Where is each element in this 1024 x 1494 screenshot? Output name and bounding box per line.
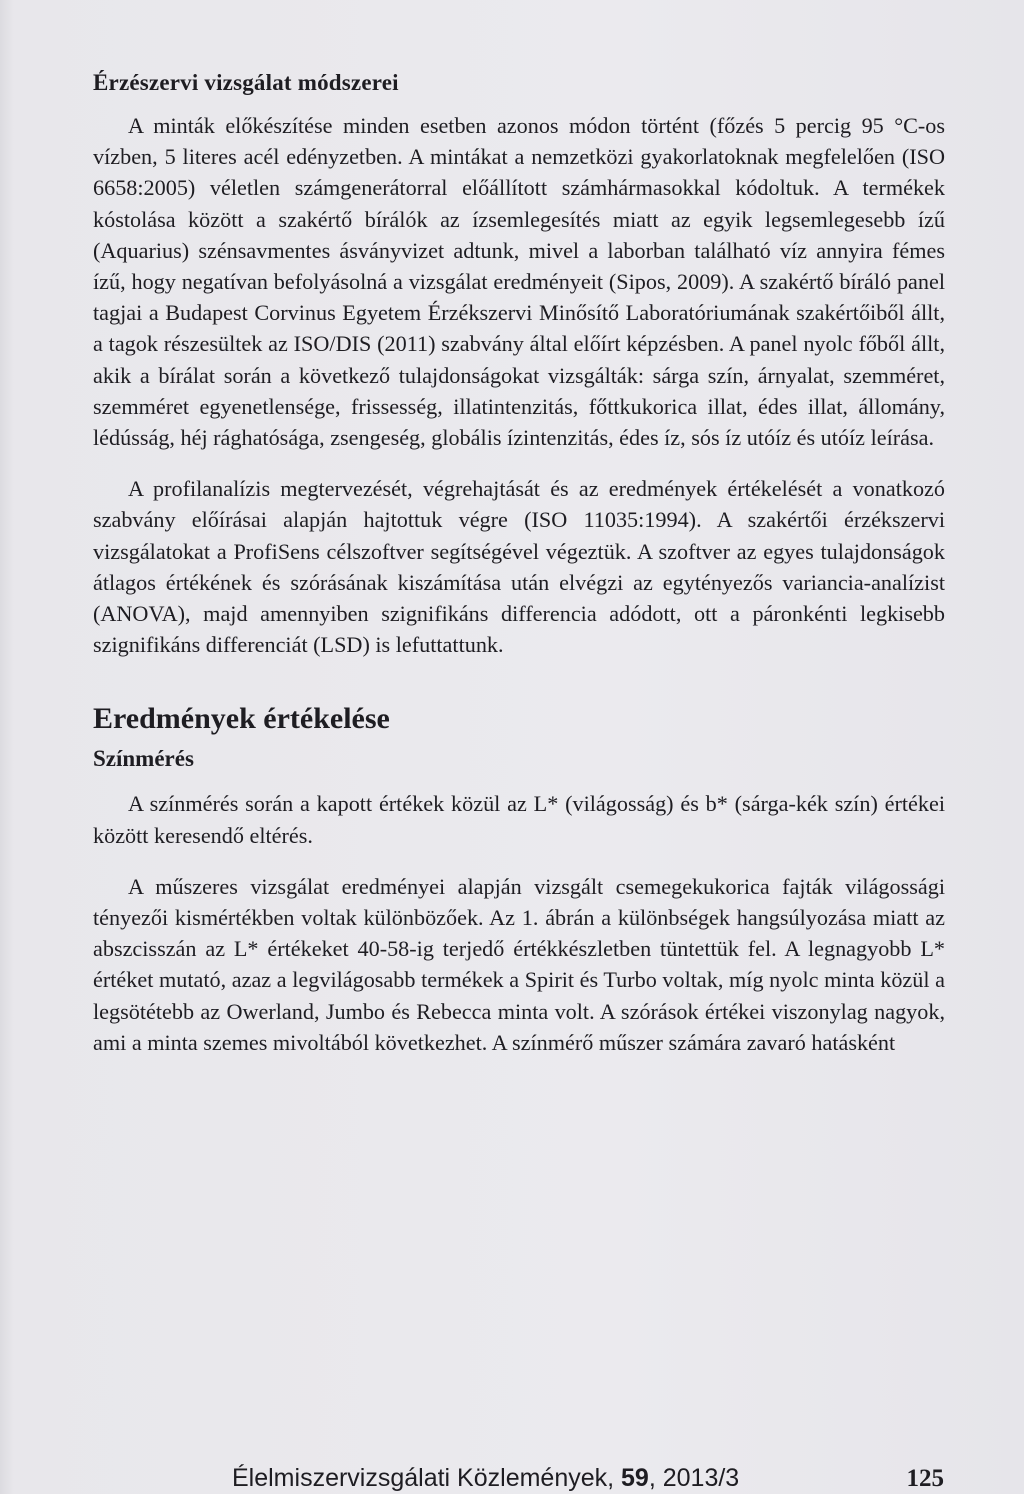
journal-citation xyxy=(232,1464,739,1493)
page-content xyxy=(93,70,945,1078)
journal-issue: , 2013/3 xyxy=(648,1464,740,1492)
section-heading-results: Eredmények értékelése xyxy=(93,702,390,736)
journal-volume: 59 xyxy=(621,1464,649,1492)
paragraph-profile-analysis: A profilanalízis megtervezését, végrehajtását és az eredmények értékelését a vonatkozó szabvány előírásai alapján hajtottuk végre (ISO 11035:1994). A szakértői érzékszervi vizsgálatokat a ProfiSens célszoftver segítségével végeztük. A szoftver az egyes tulajdonságok átlagos értékének és szórásának kiszámítása után elvégzi az egytényezős variancia-analízist (ANOVA), majd amennyiben szignifikáns differencia adódott, ott a páronkénti legkisebb szignifikáns differenciát (LSD) is lefuttattunk. xyxy=(93,476,945,658)
journal-name: Élelmiszervizsgálati Közlemények, xyxy=(232,1464,622,1492)
paragraph-sample-prep: A minták előkészítése minden esetben azonos módon történt (főzés 5 percig 95 °C-os vízben, 5 literes acél edényzetben. A mintákat a nemzetközi gyakorlatoknak megfelelően (ISO 6658:2005) véletlen számgenerátorral előállított számhármasokkal kódoltuk. A termékek kóstolása között a szakértő bírálók az ízsemlegesítés miatt az egyik legsemlegesebb ízű (Aquarius) szénsavmentes ásványvizet adtunk, mivel a laborban található víz annyira fémes ízű, hogy negatívan befolyásolná a vizsgálat eredményeit (Sipos, 2009). A szakértő bíráló panel tagjai a Budapest Corvinus Egyetem Érzékszervi Minősítő Laboratóriumának szakértőiből állt, a tagok részesültek az ISO/DIS (2011) szabvány által előírt képzésben. A panel nyolc főből állt, akik a bírálat során a következő tulajdonságokat vizsgálták: sárga szín, árnyalat, szemméret, szemméret egyenetlensége, frissesség, illatintenzitás, főttkukorica illat, édes illat, állomány, lédússág, héj rághatósága, zsengeség, globális ízintenzitás, édes íz, sós íz utóíz és utóíz leírása. xyxy=(93,113,945,451)
page-footer xyxy=(232,1464,944,1493)
subheading-color-measurement: Színmérés xyxy=(93,746,194,772)
paragraph-color-results: A műszeres vizsgálat eredményei alapján vizsgált csemegekukorica fajták világossági tényezői kismértékben voltak különbözőek. Az 1. ábrán a különbségek hangsúlyozása miatt az abszcisszán az L* értékeket 40-58-ig terjedő értékkészletben tüntettük fel. A legnagyobb L* értéket mutató, azaz a legvilágosabb termékek a Spirit és Turbo voltak, míg nyolc minta közül a legsötétebb az Owerland, Jumbo és Rebecca minta volt. A szórások értékei viszonylag nagyok, ami a minta szemes mivoltából következhet. A színmérő műszer számára zavaró hatásként xyxy=(93,873,945,1055)
page-number: 125 xyxy=(906,1465,944,1492)
paragraph-color-intro: A színmérés során a kapott értékek közül az L* (világosság) és b* (sárga-kék szín) értékei között keresendő eltérés. xyxy=(93,791,945,848)
section-heading-methods: Érzészervi vizsgálat módszerei xyxy=(93,70,399,95)
